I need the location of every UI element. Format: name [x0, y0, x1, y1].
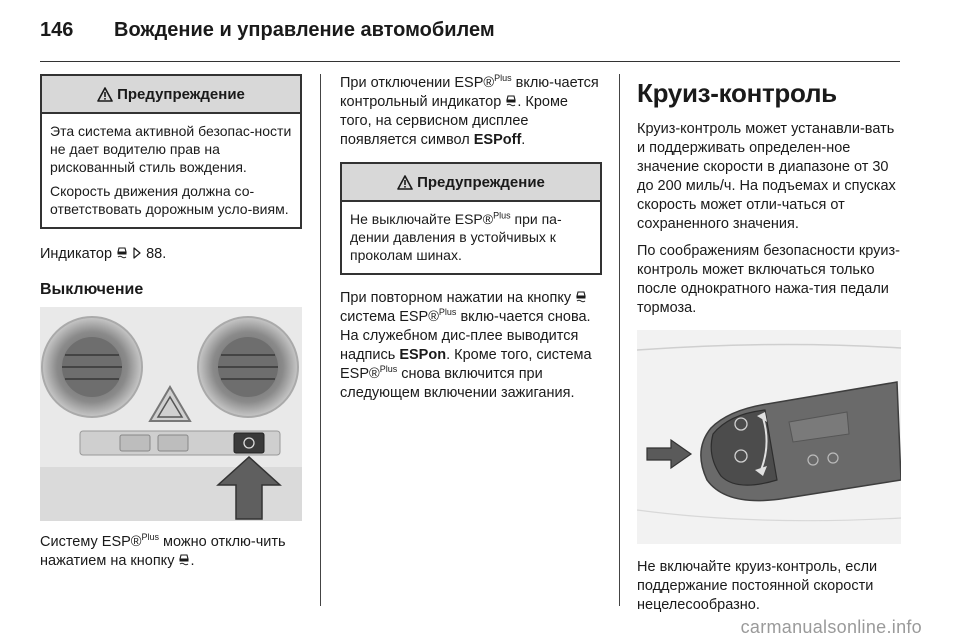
warning-box-2 — [340, 162, 602, 275]
column-2 — [340, 74, 602, 403]
warning-triangle-icon — [97, 87, 113, 102]
dashboard-esp-button-illustration — [40, 307, 302, 521]
cruise-control-heading: Круиз-контроль — [637, 78, 837, 108]
warning-title: Предупреждение — [117, 85, 245, 103]
warning-header — [42, 76, 300, 114]
espoff-symbol: ESPoff — [473, 132, 522, 148]
page-number: 146 — [40, 18, 74, 41]
indicator-reference — [40, 245, 302, 264]
warning-text: Не выключайте ESP®$^{Plus}$ при па-дении давления в устойчивых к проколам шинах. — [350, 210, 562, 263]
warning-box-1 — [40, 74, 302, 229]
page-reference-arrow-icon — [132, 247, 142, 259]
watermark: carmanualsonline.info — [740, 617, 922, 637]
column-divider-2 — [619, 74, 620, 606]
column-divider-1 — [320, 74, 321, 606]
warning-header — [342, 164, 600, 202]
warning-text-2: Скорость движения должна со-ответствовать дорожным усло-виям. — [50, 183, 289, 217]
esp-off-paragraph: При отключении ESP®$^{Plus}$ вклю-чается контрольный индикатор . Кроме того, на сервисном дисплее появляется символ ESPoff. — [340, 73, 599, 148]
cruise-control-lever-illustration — [637, 330, 901, 544]
header-rule — [40, 61, 900, 62]
indicator-label: Индикатор — [40, 246, 113, 262]
column-3 — [637, 74, 901, 615]
esp-car-icon — [116, 246, 128, 259]
esp-car-icon — [575, 290, 587, 303]
warning-triangle-icon — [397, 175, 413, 190]
indicator-page-ref: 88. — [146, 246, 167, 262]
warning-title: Предупреждение — [417, 173, 545, 191]
esp-car-icon — [178, 553, 190, 566]
warning-text-1: Эта система активной безопас-ности не дает водителю прав на рискованный стиль вождения. — [50, 123, 292, 175]
column-1 — [40, 74, 302, 571]
esp-car-icon — [505, 94, 517, 107]
section-heading-off: Выключение — [40, 281, 144, 298]
page-header — [40, 8, 920, 52]
warning-body — [42, 114, 300, 227]
cruise-paragraph-3: Не включайте круиз-контроль, если поддержание постоянной скорости нецелесообразно. — [637, 559, 878, 613]
cruise-paragraph-1: Круиз-контроль может устанавли-вать и поддерживать определен-ное значение скорости в диапазоне от 30 до 200 миль/ч. На подъемах и спусках скорость может отли-чаться от сохраненного значения. — [637, 121, 896, 232]
espon-symbol: ESPon — [399, 347, 447, 363]
chapter-title: Вождение и управление автомобилем — [114, 18, 495, 41]
esp-off-caption: Систему ESP®$^{Plus}$ можно отклю-чить нажатием на кнопку . — [40, 532, 286, 569]
cruise-paragraph-2: По соображениям безопасности круиз-контроль может включаться только после однократного нажа-тия педали тормоза. — [637, 243, 900, 316]
esp-on-paragraph: При повторном нажатии на кнопку система ESP®$^{Plus}$ вклю-чается снова. На служебном дис-плее выводится надпись ESPon. Кроме того, система ESP®$^{Plus}$ снова включится при следующем включении зажигания. — [340, 290, 592, 401]
warning-body — [342, 202, 600, 273]
